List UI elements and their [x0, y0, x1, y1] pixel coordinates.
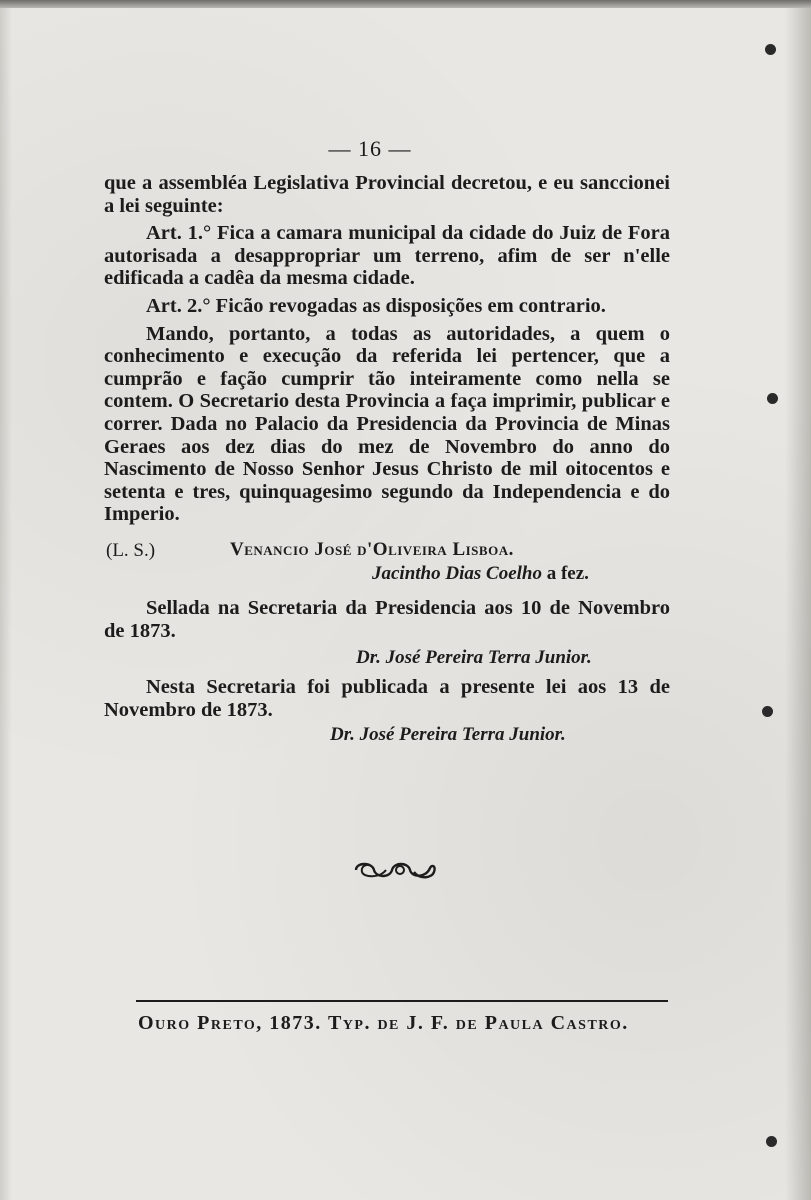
secretary-name: Jacintho Dias Coelho [372, 563, 542, 584]
footer-rule [136, 1000, 668, 1002]
secretary-signature [372, 563, 589, 585]
binding-hole [762, 706, 773, 717]
published-paragraph: Nesta Secretaria foi publicada a presente lei aos 13 de Novembro de 1873. [104, 676, 670, 721]
article-1-paragraph: Art. 1.° Fica a camara municipal da cidade do Juiz de Fora autorisada a desappropriar um terreno, afim de ser n'elle edificada a cadêa da mesma cidade. [104, 222, 670, 290]
binding-hole [767, 393, 778, 404]
preamble-paragraph: que a assembléa Legislativa Provincial decretou, e eu sanccionei a lei seguinte: [104, 172, 670, 217]
article-2-paragraph: Art. 2.° Ficão revogadas as disposições em contrario. [146, 294, 606, 317]
president-signature: Venancio José d'Oliveira Lisboa. [230, 539, 514, 560]
page-top-edge [0, 0, 811, 8]
enactment-paragraph: Mando, portanto, a todas as autoridades, a quem o conhecimento e execução da referida lei pertencer, que a cumprão e fação cumprir tão inteiramente como nella se contem. O Secretario desta Provincia a faça imprimir, publicar e correr. Dada no Palacio da Presidencia da Provincia de Minas Geraes aos dez dias do mez de Novembro do anno do Nascimento de Nosso Senhor Jesus Christo de mil oitocentos e setenta e tres, quinquagesimo segundo da Independencia e do Imperio. [104, 322, 670, 526]
sealed-paragraph: Sellada na Secretaria da Presidencia aos 10 de Novembro de 1873. [104, 597, 670, 642]
page-number: — 16 — [328, 136, 412, 161]
sealed-signer: Dr. José Pereira Terra Junior. [356, 647, 592, 668]
secretary-suffix: a fez. [546, 563, 589, 584]
binding-hole [766, 1136, 777, 1147]
law-text [104, 172, 670, 526]
ornament-icon [350, 858, 440, 882]
sealed-note [104, 597, 670, 642]
published-signer: Dr. José Pereira Terra Junior. [330, 724, 566, 745]
binding-hole [765, 44, 776, 55]
published-note [104, 676, 670, 721]
printer-imprint: Ouro Preto, 1873. Typ. de J. F. de Paula Castro. [138, 1012, 629, 1034]
seal-mark: (L. S.) [106, 540, 156, 561]
